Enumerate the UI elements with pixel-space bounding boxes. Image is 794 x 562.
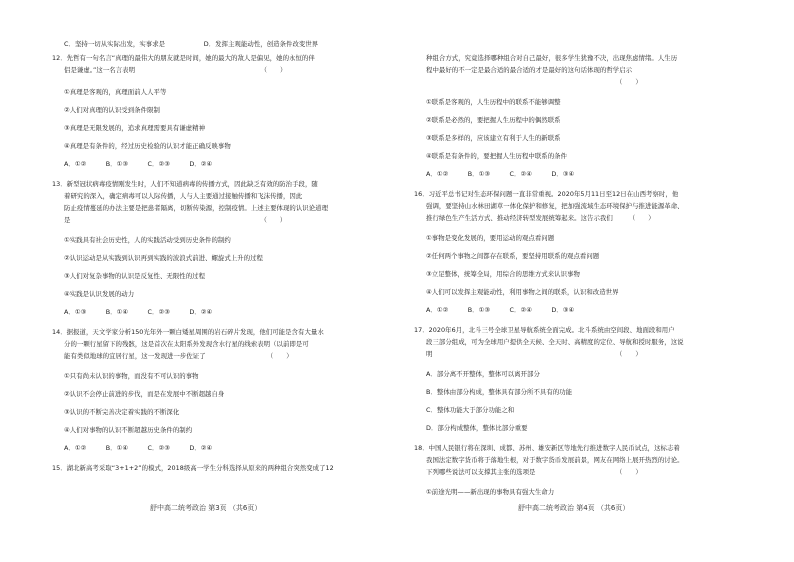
answer-choices: A．①③ B．①④ C．②③ D．②④: [64, 308, 213, 316]
question-line: 分的一颗行星留下的残骸，这是首次在太阳系外发现含水行星的线索表明（以前即是可: [64, 340, 309, 348]
answer-choices: A．①② B．①④ C．②③ D．②④: [64, 444, 213, 452]
answer-choices: A．①② B．①③ C．②③ D．②④: [64, 160, 213, 168]
option-line: ①只有尚未认识的事物，而没有不可认识的事物: [64, 372, 199, 380]
option-line: ①联系是客观的，人生历程中的联系不能够调整: [426, 98, 561, 106]
left-page: [52, 40, 392, 530]
option-line: B．整体由部分构成，整体具有部分所不具有的功能: [426, 388, 573, 396]
question-line: 我国法定数字货币将于落地生根，对于数字货币发展前景，网友在网络上展开热烈的讨论。: [426, 456, 684, 464]
option-line: ③认识的不断完善决定着实践的不断深化: [64, 408, 180, 416]
option-line: ③联系是多样的，应该建立有利于人生的新联系: [426, 134, 561, 142]
option-line: ①实践具有社会历史性，人的实践活动受到历史条件的制约: [64, 236, 231, 244]
option-line: ②人们对真理的认识受到条件限制: [64, 106, 160, 114]
question-line: C．坚持一切从实际出发，实事求是 D．发挥主观能动性，创造条件改变世界: [64, 40, 319, 48]
option-line: ①前途光明——新出现的事物具有强大生命力: [426, 488, 555, 496]
option-line: ④实践是认识发展的动力: [64, 290, 135, 298]
question-line: 程中最好的不一定是最合适的最合适的才是最好的这句话体现的哲学启示: [426, 66, 633, 74]
option-line: ④人们对事物的认识不断超越历史条件的制约: [64, 426, 193, 434]
question-line: 12．先哲有一句名言“真理的最伟大的朋友就是时间，她的最大的敌人是偏见，她的永恒的伴: [52, 54, 315, 62]
option-line: A．部分离不开整体，整体可以离开部分: [426, 370, 540, 378]
page-footer: 舒中高二统考政治 第4页 （共6页）: [518, 504, 630, 512]
option-line: ②认识不会停止前进的步伐，而是在发展中不断超越自身: [64, 390, 225, 398]
question-line: 强调，要坚持山水林田湖草一体化保护和修复，把加强流域生态环境保护与推进能源革命、: [426, 202, 684, 210]
question-line: 推行绿色生产生活方式、推动经济转型发展统筹起来。这告示我们 （ ）: [426, 214, 655, 222]
page-footer: 舒中高二统考政治 第3页 （共6页）: [150, 504, 262, 512]
question-line: 16．习近平总书记对生态环保问题一直非常重视。2020年5月11日至12日在山西考察时，他: [414, 190, 679, 198]
question-line: 是 （ ）: [64, 216, 287, 224]
option-line: ④联系是有条件的，要把握人生历程中联系的条件: [426, 152, 568, 160]
question-line: 侣是谦虚。”这一名言表明 （ ）: [64, 66, 287, 74]
option-line: ①真理是客观的，真理面前人人平等: [64, 88, 167, 96]
question-line: 18．中国人民银行将在深圳、成都、苏州、雄安新区等地先行推进数字人民币试点，这标志着: [414, 444, 680, 452]
question-line: 13．新型冠状病毒疫情刚发生时，人们不知道病毒的传播方式，因此缺乏有效的防治手段，随: [52, 180, 318, 188]
question-line: 明 （ ）: [426, 350, 642, 358]
option-line: ③真理是无限发展的，追求真理需要具有谦虚精神: [64, 124, 206, 132]
option-line: C．整体功能大于部分功能之和: [426, 406, 515, 414]
question-line: 防止疫情蔓延的办法主要是把患者隔离，切断传染源，控制疫情。上述主要体现的认识论道理: [64, 204, 329, 212]
option-line: ③立足整体，统筹全局，用综合的思维方式来认识事物: [426, 270, 580, 278]
option-line: ③人们对复杂事物的认识是反复性、无限性的过程: [64, 272, 206, 280]
right-page: [414, 40, 754, 530]
question-line: （ ）: [426, 78, 642, 86]
question-line: 14．据报道，天文学家分析150光年外一颗白矮星周围的岩石碎片发现，他们可能是含有大量水: [52, 328, 324, 336]
question-line: 段三部分组成，可为全球用户提供全天候、全天时、高精度的定位、导航和授时服务，这说: [426, 338, 684, 346]
question-line: 着研究的深入，确定病毒可以人际传播，人与人主要通过接触传播和飞沫传播，因此: [64, 192, 303, 200]
option-line: ④真理是有条件的，经过历史检验的认识才能正确反映事物: [64, 142, 231, 150]
option-line: D．部分构成整体，整体比部分重要: [426, 424, 528, 432]
question-line: 下列哪些说法可以支撑其主张的选项是 （ ）: [426, 468, 642, 476]
answer-choices: A．①② B．①③ C．②④ D．③④: [426, 170, 575, 178]
question-line: 15．湖北新高考采取“3+1+2”的模式，2018级高一学生分科选择从原来的两种组合突然变成了12: [52, 464, 334, 472]
answer-choices: A．①② B．①③ C．②④ D．③④: [426, 306, 575, 314]
question-line: 种组合方式，究竟选择哪种组合对自己最好，很多学生犹豫不决，出现焦虑情绪。人生历: [426, 54, 678, 62]
question-line: 17．2020年6月，北斗三号全球卫星导航系统全面完成。北斗系统由空间段、地面段和用户: [414, 326, 675, 334]
option-line: ②任何两个事物之间都存在联系，要坚持用联系的观点看问题: [426, 252, 600, 260]
question-line: 能有类似地球的宜居行星，这一发现进一步佐证了 （ ）: [64, 352, 293, 360]
option-line: ④人们可以发挥主观能动性，利用事物之间的联系，认识和改造世界: [426, 288, 619, 296]
option-line: ②认识运动是从实践到认识再到实践的波浪式前进、螺旋式上升的过程: [64, 254, 263, 262]
option-line: ②联系是必然的，要把握人生历程中的偶然联系: [426, 116, 561, 124]
option-line: ①事物是变化发展的，要用运动的观点看问题: [426, 234, 555, 242]
